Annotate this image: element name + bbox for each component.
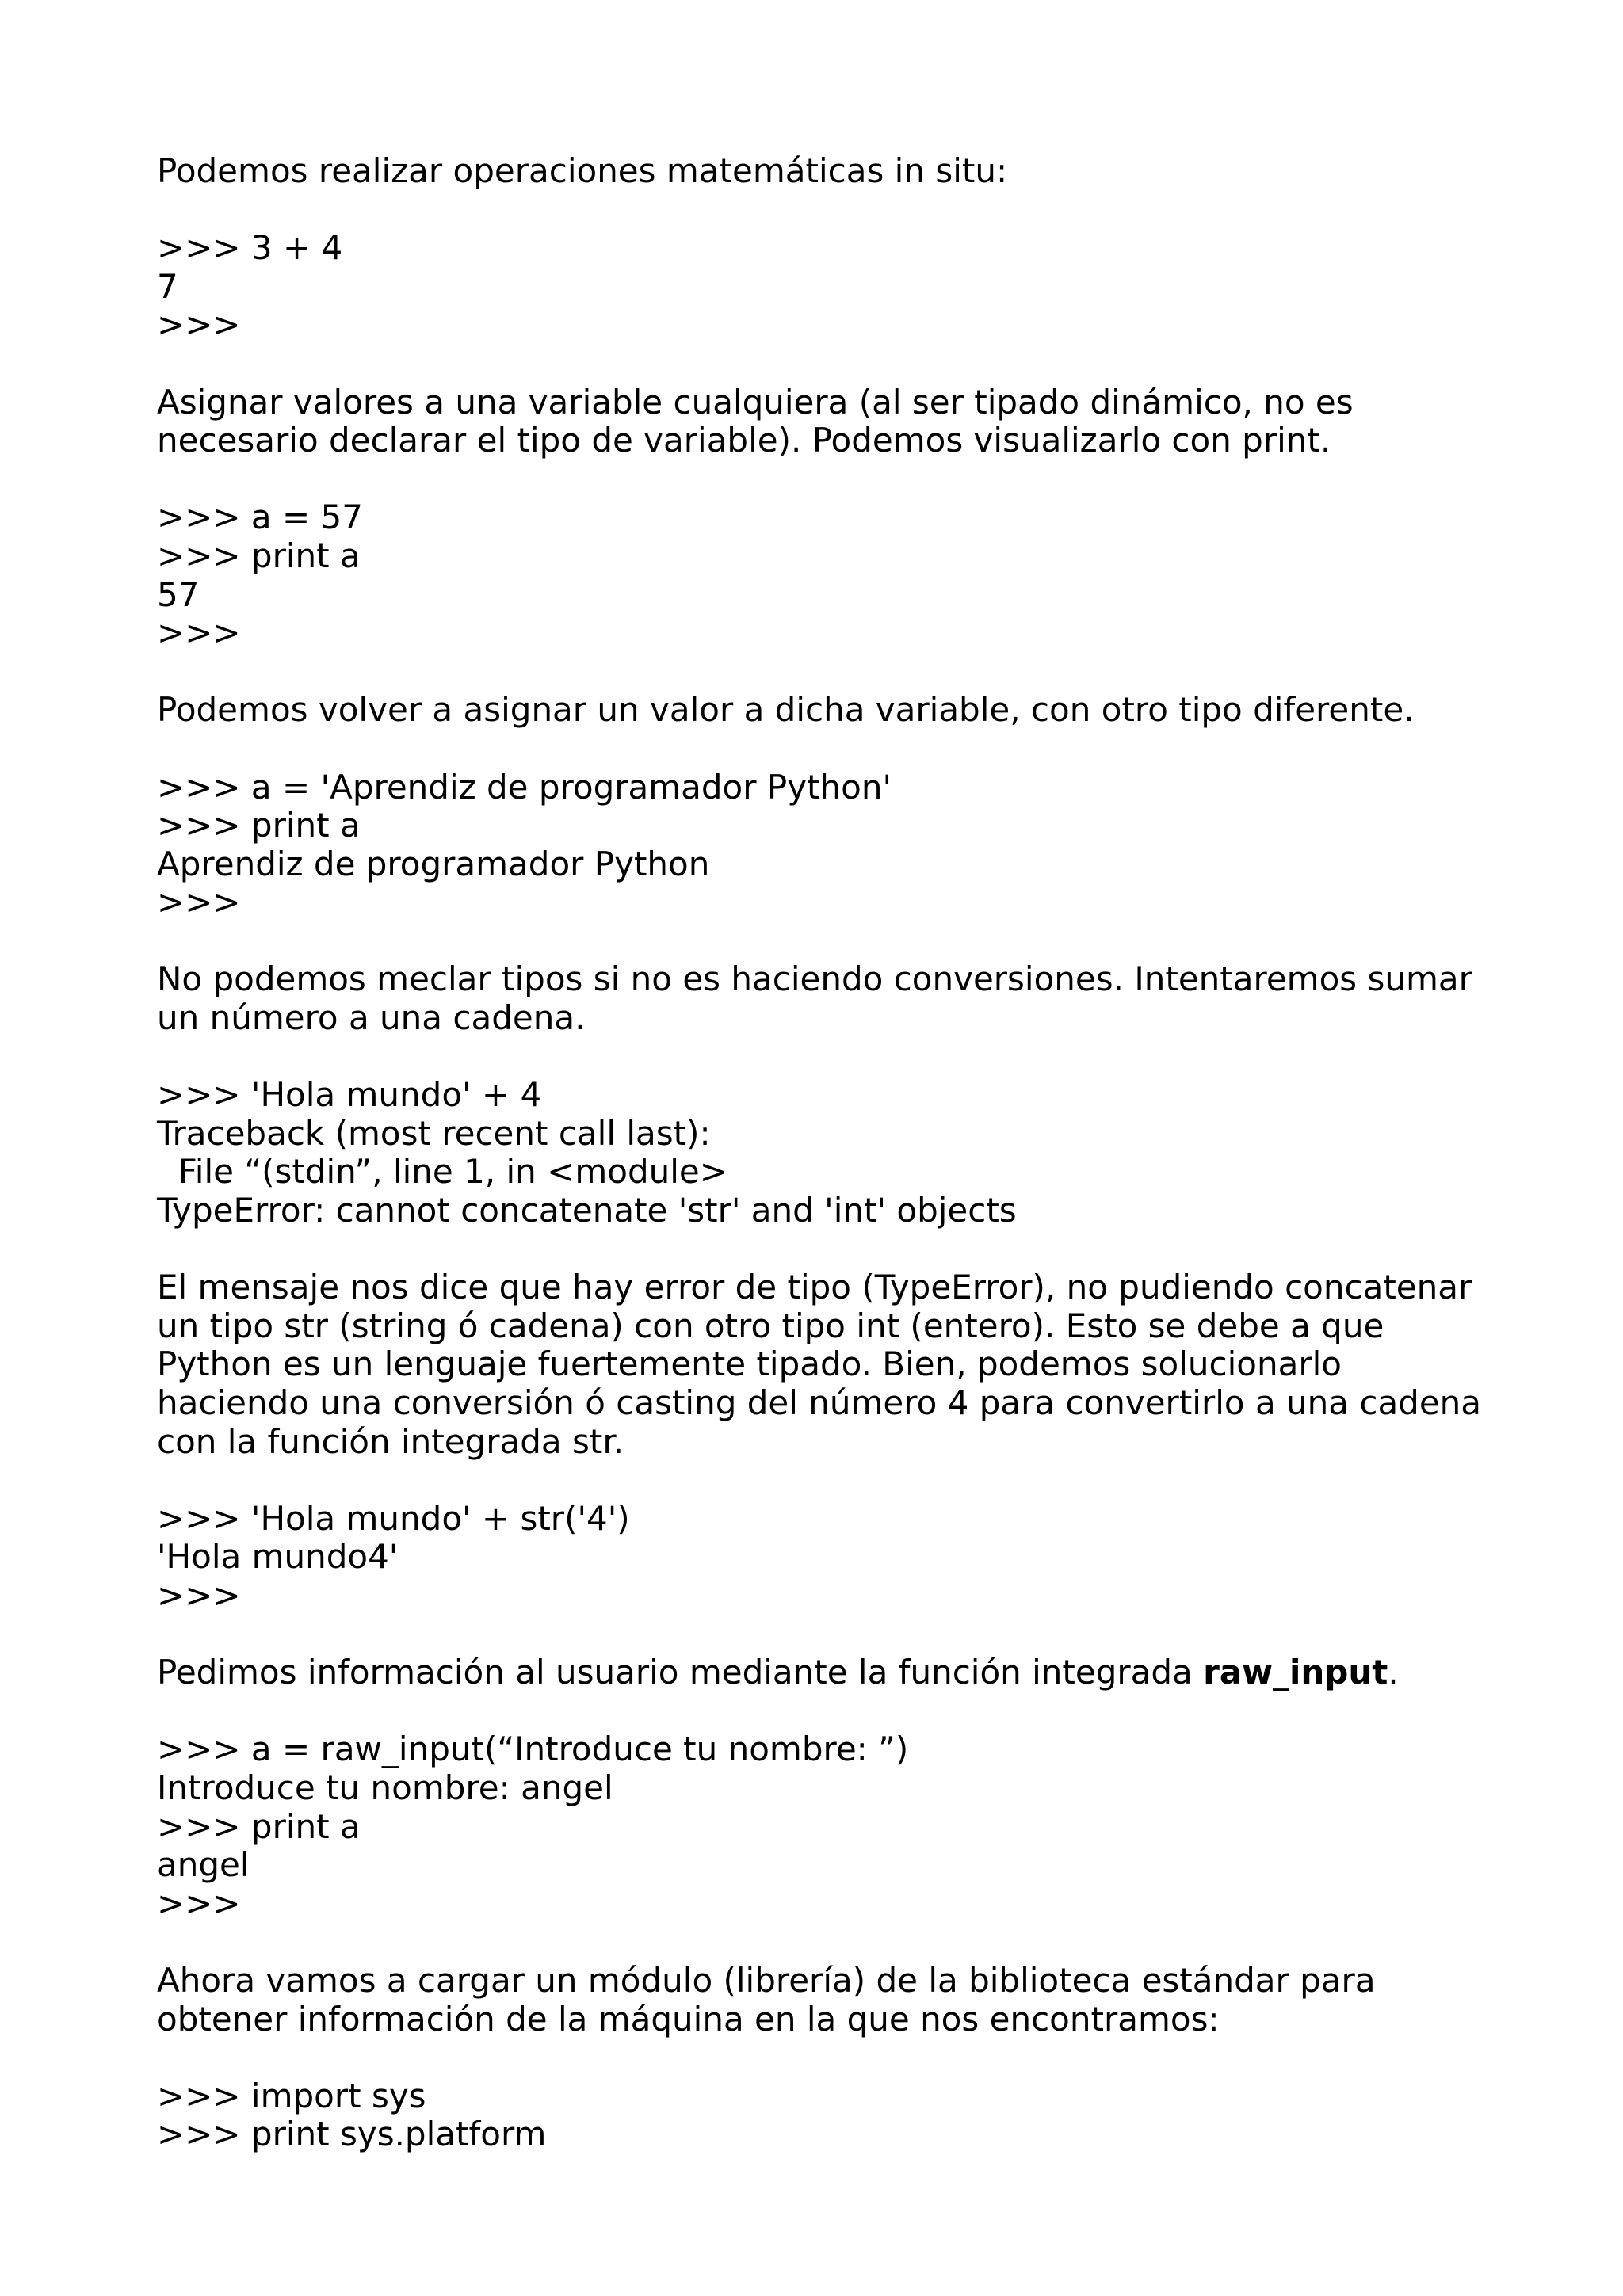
code-block-raw-input	[157, 1730, 1496, 1923]
code-line: File “(stdin”, line 1, in <module>	[157, 1152, 727, 1192]
paragraph-modulo	[157, 1962, 1496, 2039]
text-suffix: .	[1388, 1653, 1399, 1692]
code-line: Traceback (most recent call last):	[157, 1113, 711, 1153]
text-line: obtener información de la máquina en la que nos encontramos:	[157, 1999, 1220, 2039]
code-block-suma	[157, 229, 1496, 345]
paragraph-reasignar	[157, 691, 1496, 730]
text-line: No podemos meclar tipos si no es haciendo conversiones. Intentaremos sumar	[157, 959, 1472, 999]
blank-line	[157, 191, 1496, 230]
document-page	[157, 152, 1496, 2154]
paragraph-explicacion-error	[157, 1268, 1496, 1461]
blank-line	[157, 1461, 1496, 1500]
text-line: El mensaje nos dice que hay error de tipo (TypeError), no pudiendo concatenar	[157, 1268, 1472, 1307]
code-line: >>> a = 57	[157, 498, 363, 537]
code-line: >>> a = 'Aprendiz de programador Python'	[157, 767, 892, 807]
blank-line	[157, 1038, 1496, 1077]
blank-line	[157, 653, 1496, 692]
code-line: >>>	[157, 1883, 241, 1923]
code-line: >>> print a	[157, 536, 361, 575]
code-line: >>>	[157, 613, 241, 653]
code-line: >>> a = raw_input(“Introduce tu nombre: ”)	[157, 1730, 909, 1769]
text-line: haciendo una conversión ó casting del número 4 para convertirlo a una cadena	[157, 1383, 1482, 1422]
text-line: un tipo str (string ó cadena) con otro tipo int (entero). Esto se debe a que	[157, 1306, 1384, 1345]
code-line: Introduce tu nombre: angel	[157, 1768, 613, 1807]
code-block-reasignar	[157, 769, 1496, 922]
code-line: 7	[157, 266, 178, 306]
code-line: >>> import sys	[157, 2076, 426, 2115]
text-line: con la función integrada str.	[157, 1421, 624, 1461]
text-line: Python es un lenguaje fuertemente tipado. Bien, podemos solucionarlo	[157, 1344, 1342, 1384]
code-block-conversion	[157, 1500, 1496, 1615]
code-line: >>> print a	[157, 1806, 361, 1846]
code-line: >>> print a	[157, 806, 361, 845]
code-line: >>> print sys.platform	[157, 2115, 547, 2154]
code-line: TypeError: cannot concatenate 'str' and 'int' objects	[157, 1191, 1017, 1230]
blank-line	[157, 460, 1496, 499]
code-line: Aprendiz de programador Python	[157, 844, 710, 883]
code-line: >>> 'Hola mundo' + 4	[157, 1075, 542, 1115]
code-line: >>>	[157, 883, 241, 922]
text-line: Ahora vamos a cargar un módulo (librería) de la biblioteca estándar para	[157, 1960, 1376, 2000]
paragraph-raw-input	[157, 1653, 1496, 1692]
text-line: Podemos volver a asignar un valor a dicha variable, con otro tipo diferente.	[157, 690, 1415, 730]
code-line: angel	[157, 1845, 250, 1885]
text-line: Asignar valores a una variable cualquiera (al ser tipado dinámico, no es	[157, 382, 1354, 421]
code-line: 57	[157, 574, 200, 614]
blank-line	[157, 1923, 1496, 1962]
paragraph-asignar	[157, 383, 1496, 460]
code-line: >>> 'Hola mundo' + str('4')	[157, 1498, 630, 1538]
paragraph-operaciones	[157, 152, 1496, 191]
code-line: >>> 3 + 4	[157, 228, 343, 268]
text-line	[157, 1653, 1496, 1692]
text-prefix: Pedimos información al usuario mediante la función integrada	[157, 1653, 1204, 1692]
code-line: 'Hola mundo4'	[157, 1537, 399, 1577]
paragraph-mezclar-tipos	[157, 960, 1496, 1037]
blank-line	[157, 2039, 1496, 2077]
bold-function-name: raw_input	[1203, 1653, 1388, 1692]
blank-line	[157, 1692, 1496, 1731]
blank-line	[157, 345, 1496, 383]
code-block-asignar	[157, 498, 1496, 652]
code-line: >>>	[157, 305, 241, 345]
code-block-sys	[157, 2077, 1496, 2154]
code-line: >>>	[157, 1575, 241, 1615]
code-block-error	[157, 1076, 1496, 1230]
text-line: necesario declarar el tipo de variable). Podemos visualizarlo con print.	[157, 421, 1331, 460]
text-line: un número a una cadena.	[157, 998, 586, 1038]
blank-line	[157, 1615, 1496, 1654]
text-line: Podemos realizar operaciones matemáticas in situ:	[157, 151, 1008, 190]
blank-line	[157, 922, 1496, 961]
blank-line	[157, 730, 1496, 769]
blank-line	[157, 1230, 1496, 1269]
